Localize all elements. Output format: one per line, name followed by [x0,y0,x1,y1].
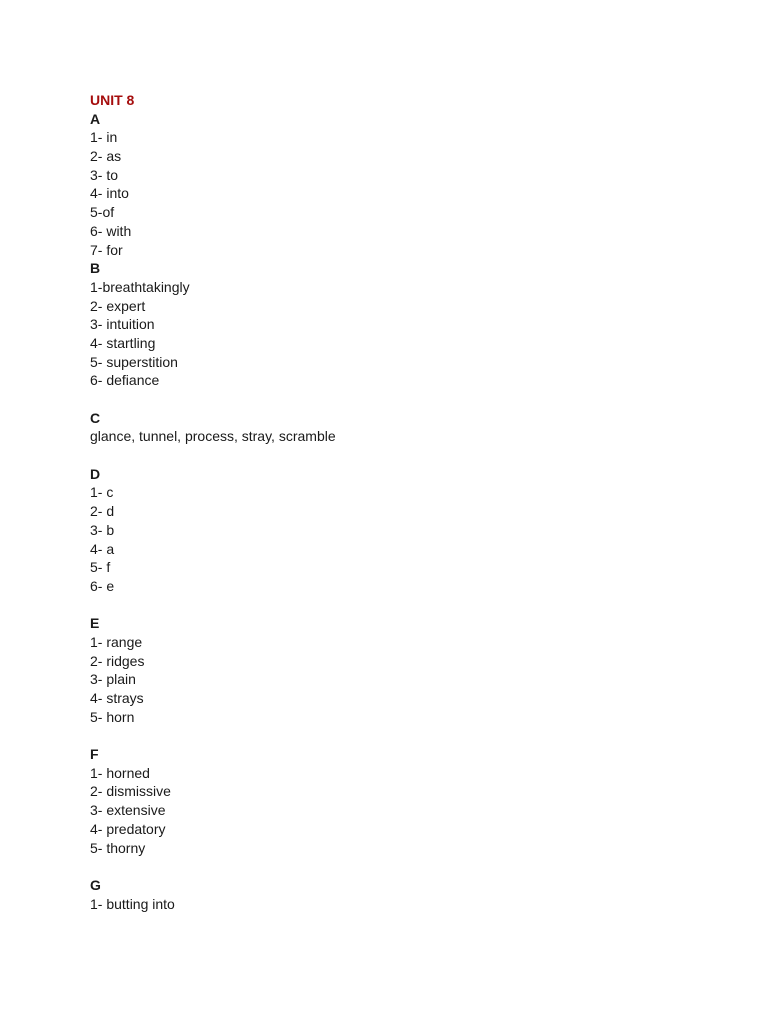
answer-line: 5- f [90,559,111,576]
answer-line: 3- extensive [90,802,166,819]
section-heading: C [90,409,101,426]
blank-line [90,596,730,615]
answer-line: 6- defiance [90,372,160,389]
section-heading: A [90,110,101,127]
answer-line: 1- range [90,633,143,650]
blank-line [90,726,730,745]
blank-line [90,857,730,876]
section-heading: D [90,465,101,482]
answer-line: 1- horned [90,764,150,781]
answer-line: 2- as [90,148,122,165]
section-e [90,614,730,726]
answer-line: 6- with [90,222,132,239]
document-page [90,91,730,913]
answer-line: 1- c [90,484,114,501]
section-a [90,110,730,260]
section-c [90,409,730,446]
answer-line: glance, tunnel, process, stray, scramble [90,428,336,445]
answer-line: 3- b [90,521,115,538]
answer-line: 2- expert [90,297,146,314]
answer-line: 4- startling [90,334,156,351]
answer-line: 3- to [90,166,119,183]
section-heading: G [90,876,101,893]
section-b [90,259,730,390]
answer-line: 6- e [90,577,115,594]
answer-line: 4- strays [90,690,144,706]
answer-line: 1- in [90,129,118,146]
section-g [90,876,730,913]
section-heading: E [90,615,100,632]
answer-line: 1-breathtakingly [90,278,190,295]
answer-line: 7- for [90,241,123,258]
answer-line: 5- thorny [90,839,146,856]
blank-line [90,390,730,409]
section-heading: F [90,746,99,763]
answer-line: 3- intuition [90,316,155,333]
section-f [90,745,730,857]
section-d [90,465,730,596]
blank-line [90,446,730,465]
answer-line: 4- into [90,185,129,202]
answer-line: 2- d [90,503,115,520]
answer-line: 2- dismissive [90,783,171,800]
answer-line: 4- predatory [90,820,166,837]
answer-line: 2- ridges [90,652,145,669]
answer-line: 5- horn [90,708,135,725]
unit-title: UNIT 8 [90,92,135,108]
answer-line: 1- butting into [90,895,175,912]
section-heading: B [90,260,101,277]
answer-line: 5-of [90,204,115,221]
answer-line: 3- plain [90,671,136,688]
answer-line: 4- a [90,540,115,557]
answer-line: 5- superstition [90,353,178,370]
